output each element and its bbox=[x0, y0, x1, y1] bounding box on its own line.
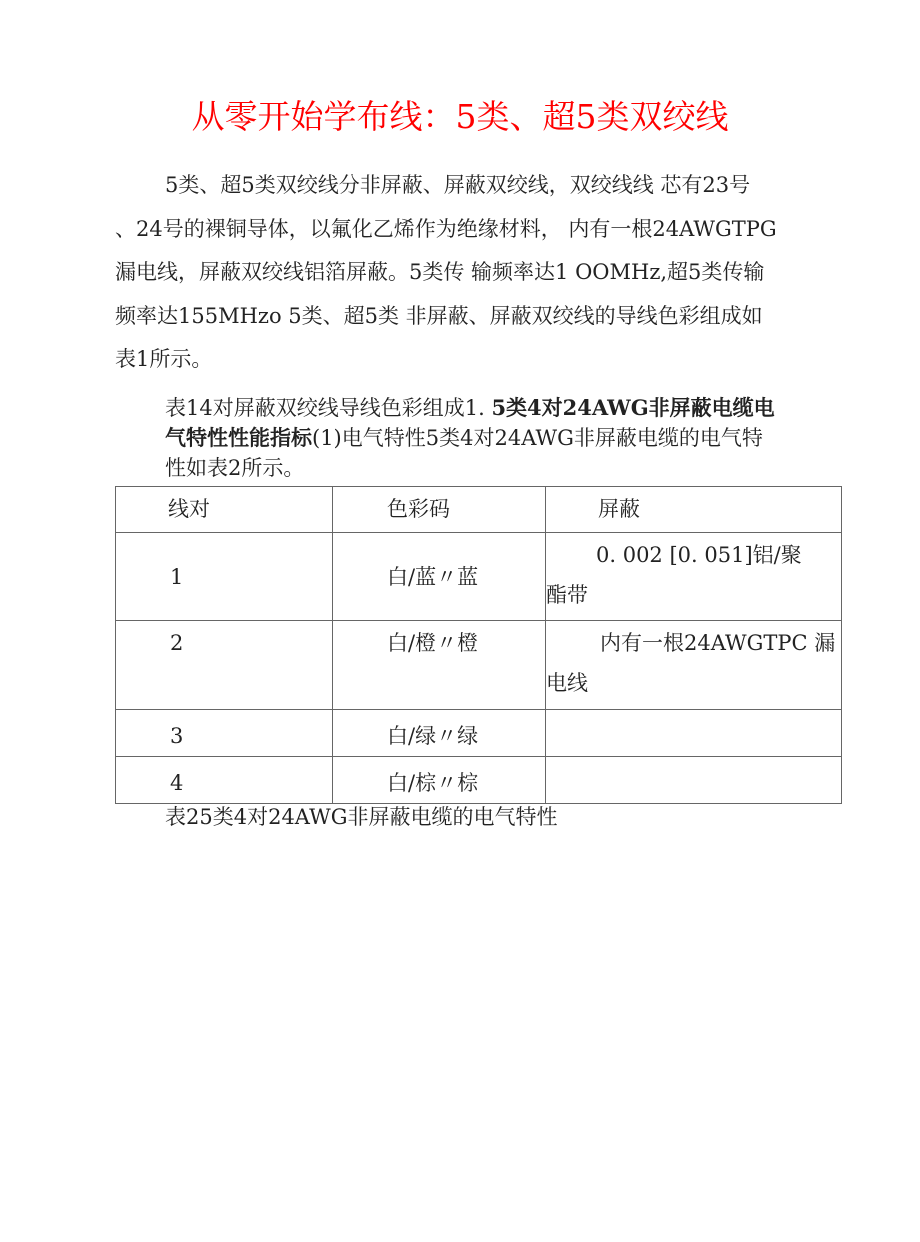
table-row bbox=[116, 710, 842, 757]
shield-cell: 内有一根24AWGTPC 漏 bbox=[600, 631, 836, 655]
table-row bbox=[116, 533, 842, 621]
shield-cell: 酯带 bbox=[546, 583, 588, 607]
color-cell: 白/棕〃棕 bbox=[387, 771, 479, 795]
color-code-table bbox=[115, 486, 842, 804]
table-header-row bbox=[116, 487, 842, 533]
shield-cell: 0. 002 [0. 051]铝/聚 bbox=[596, 543, 802, 567]
header-shield: 屏蔽 bbox=[598, 497, 640, 521]
paragraph-line: 漏电线，屏蔽双绞线铝箔屏蔽。5类传 输频率达1 OOMHz,超5类传输 bbox=[115, 260, 765, 284]
page-title: 从零开始学布线：5类、超5类双绞线 bbox=[191, 97, 729, 136]
pair-cell: 1 bbox=[170, 565, 184, 589]
shield-cell: 电线 bbox=[546, 671, 588, 695]
header-pair: 线对 bbox=[168, 497, 210, 521]
header-color: 色彩码 bbox=[387, 497, 450, 521]
section-heading: 气特性性能指标 bbox=[165, 425, 312, 450]
pair-cell: 2 bbox=[170, 631, 184, 655]
paragraph-line: 、24号的裸铜导体，以氟化乙烯作为绝缘材料， 内有一根24AWGTPG bbox=[115, 216, 777, 241]
table-caption: 表25类4对24AWG非屏蔽电缆的电气特性 bbox=[165, 805, 558, 829]
color-cell: 白/蓝〃蓝 bbox=[387, 565, 479, 589]
color-cell: 白/橙〃橙 bbox=[387, 631, 479, 655]
pair-cell: 3 bbox=[170, 724, 184, 748]
section-text: 表14对屏蔽双绞线导线色彩组成1. bbox=[165, 396, 492, 420]
color-cell: 白/绿〃绿 bbox=[387, 724, 479, 748]
section-text: (1)电气特性5类4对24AWG非屏蔽电缆的电气特 bbox=[312, 426, 763, 450]
paragraph-line: 表1所示。 bbox=[115, 347, 213, 371]
paragraph-line: 频率达155MHzo 5类、超5类 非屏蔽、屏蔽双绞线的导线色彩组成如 bbox=[115, 303, 763, 328]
paragraph-line: 5类、超5类双绞线分非屏蔽、屏蔽双绞线，双绞线线 芯有23号 bbox=[165, 173, 751, 197]
pair-cell: 4 bbox=[170, 771, 184, 795]
section-heading: 5类4对24AWG非屏蔽电缆电 bbox=[491, 395, 775, 420]
intro-paragraph bbox=[115, 164, 835, 382]
section-text: 性如表2所示。 bbox=[165, 456, 305, 480]
table-row bbox=[116, 757, 842, 804]
section-paragraph bbox=[165, 393, 835, 483]
table-row bbox=[116, 621, 842, 710]
